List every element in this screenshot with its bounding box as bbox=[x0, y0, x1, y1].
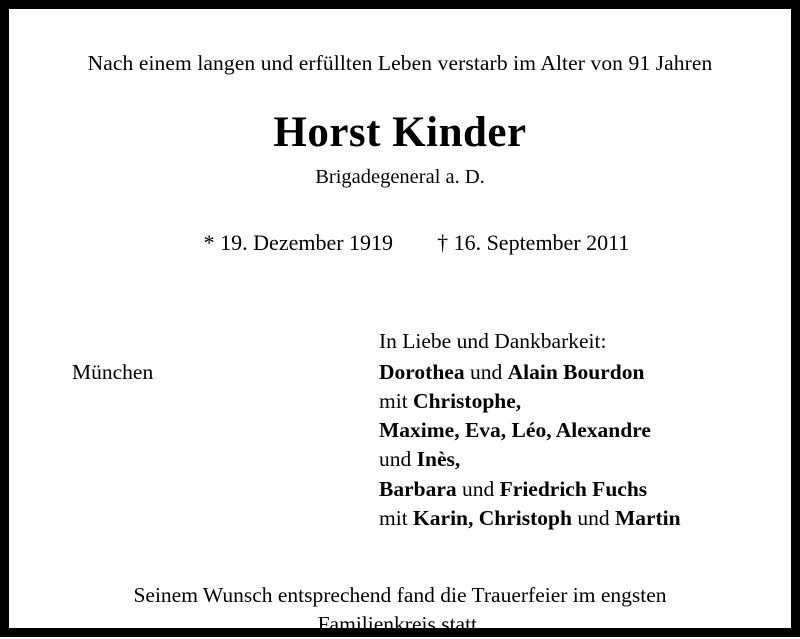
place-column bbox=[49, 327, 379, 386]
family-member-name: Dorothea bbox=[379, 359, 465, 384]
family-member-name: Barbara bbox=[379, 476, 457, 501]
family-line bbox=[379, 504, 751, 533]
closing-line-2: Familienkreis statt. bbox=[317, 612, 483, 637]
family-line bbox=[379, 475, 751, 504]
place-name: München bbox=[72, 359, 154, 384]
family-heading: In Liebe und Dankbarkeit: bbox=[379, 328, 607, 353]
family-line bbox=[379, 358, 751, 387]
family-member-name: Maxime, Eva, Léo, Alexandre bbox=[379, 418, 651, 443]
obituary-content bbox=[9, 9, 791, 637]
closing-line-1: Seinem Wunsch entsprechend fand die Trauerfeier im engsten bbox=[133, 583, 667, 608]
family-member-name: Martin bbox=[614, 505, 681, 530]
deceased-name: Horst Kinder bbox=[273, 108, 527, 156]
family-member-name: Karin, Christoph bbox=[413, 505, 572, 530]
family-member-name: Christophe, bbox=[413, 388, 522, 413]
family-lines-list bbox=[379, 358, 751, 533]
family-member-name: Alain Bourdon bbox=[507, 359, 645, 384]
family-line bbox=[379, 387, 751, 416]
intro-text: Nach einem langen und erfüllten Leben verstarb im Alter von 91 Jahren bbox=[87, 51, 713, 75]
family-connector-text: mit bbox=[379, 505, 414, 530]
family-member-name: Inès, bbox=[416, 447, 461, 472]
life-dates bbox=[49, 204, 751, 283]
family-connector-text: mit bbox=[379, 388, 414, 413]
birth-date: * 19. Dezember 1919 bbox=[203, 229, 394, 255]
family-connector-text: und bbox=[571, 505, 615, 530]
family-member-name: Friedrich Fuchs bbox=[499, 476, 648, 501]
place-and-family bbox=[49, 327, 751, 533]
family-line bbox=[379, 416, 751, 445]
family-connector-text: und bbox=[464, 359, 508, 384]
death-date: † 16. September 2011 bbox=[437, 229, 630, 255]
family-column bbox=[379, 327, 751, 533]
closing-note bbox=[49, 581, 751, 639]
family-connector-text: und bbox=[379, 447, 417, 472]
family-line bbox=[379, 445, 751, 474]
deceased-title: Brigadegeneral a. D. bbox=[315, 165, 485, 188]
family-connector-text: und bbox=[456, 476, 500, 501]
